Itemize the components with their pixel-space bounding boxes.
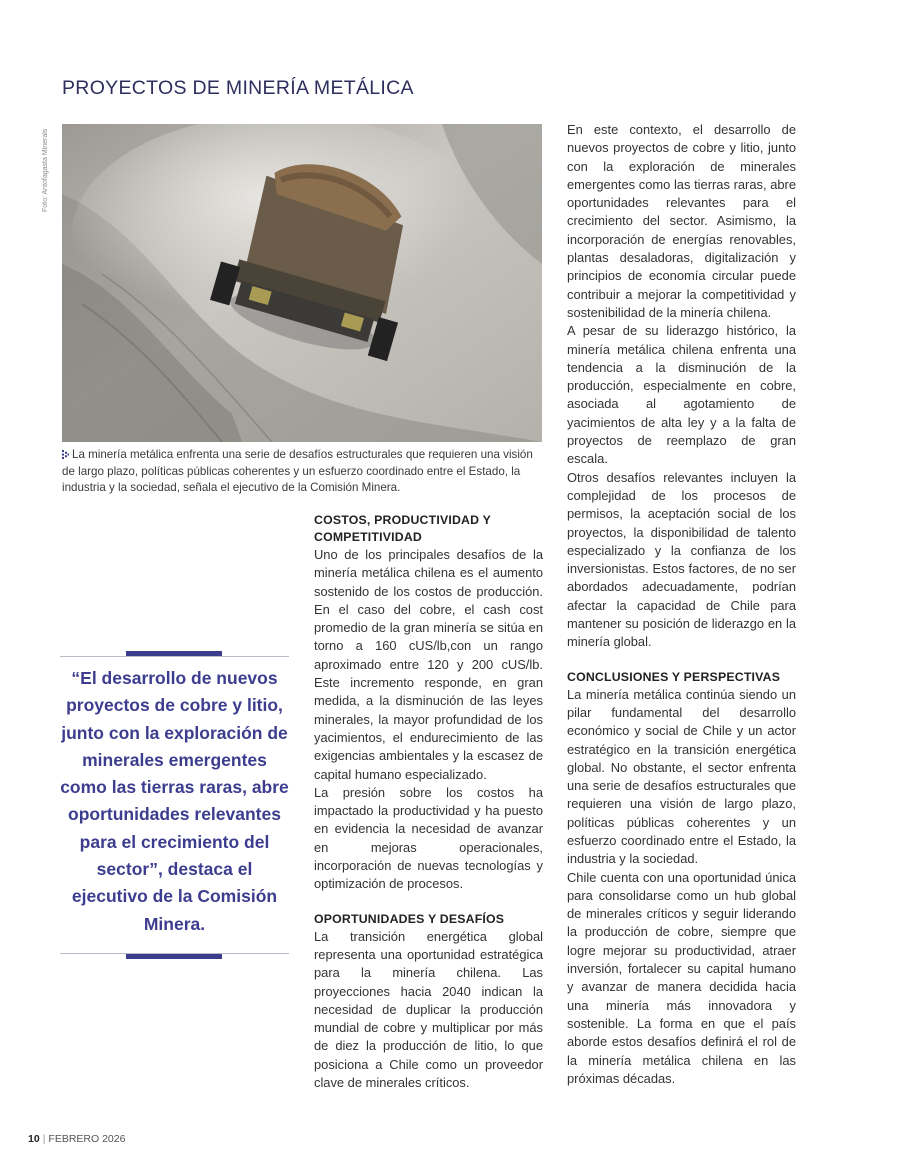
heading-oportunidades: OPORTUNIDADES Y DESAFÍOS — [314, 911, 505, 926]
paragraph: Otros desafíos relevantes incluyen la complejidad de los procesos de permisos, la aceptación social de los proyectos, la disponibilidad de talento especializado y la confianza de los inversionistas. Estos factores, de no ser abordados adecuadamente, podrían afectar la capacidad de Chile para mantener su posición de liderazgo en la minería global. — [567, 469, 796, 650]
footer-separator: | — [42, 1133, 46, 1145]
heading-conclusiones: CONCLUSIONES Y PERSPECTIVAS — [567, 669, 781, 684]
paragraph: La minería metálica continúa siendo un pilar fundamental del desarrollo económico y social de Chile y un actor estratégico en la transición energética global. No obstante, el sector enfrenta una serie de desafíos estructurales que requieren una visión de largo plazo, políticas públicas coherentes y un esfuerzo coordinado entre el Estado, la industria y la sociedad. — [567, 686, 796, 867]
caption-text: La minería metálica enfrenta una serie de desafíos estructurales que requieren una visión de largo plazo, políticas públicas coherentes y un esfuerzo coordinado entre el Estado, la industria y la sociedad, señala el ejecutivo de la Comisión Minera. — [62, 448, 533, 495]
bullet-squares-icon — [62, 450, 69, 459]
photo-caption — [62, 447, 544, 497]
paragraph: La presión sobre los costos ha impactado la productividad y ha puesto en evidencia la necesidad de avanzar en mejoras operacionales, incorporación de nuevas tecnologías y optimización de procesos. — [314, 784, 543, 892]
haul-truck-photo — [62, 124, 542, 442]
photo-credit: Foto: Antofagasta Minerals — [42, 128, 49, 212]
pull-quote — [60, 651, 289, 961]
page-number: 10 — [28, 1133, 40, 1145]
paragraph: En este contexto, el desarrollo de nuevos proyectos de cobre y litio, junto con la exploración de minerales emergentes como las tierras raras, abre oportunidades relevantes para el crecimiento del sector. Asimismo, la incorporación de energías renovables, plantas desaladoras, digitalización y principios de economía circular puede contribuir a mejorar la competitividad y sostenibilidad de la minería chilena. — [567, 122, 796, 320]
paragraph: La transición energética global representa una oportunidad estratégica para la minería chilena. Las proyecciones hacia 2040 indican la necesidad de duplicar la producción mundial de cobre y multiplicar por más de diez la producción de litio, lo que posiciona a Chile como un proveedor clave de minerales críticos. — [314, 928, 543, 1091]
article-column-middle — [314, 512, 543, 1092]
paragraph: A pesar de su liderazgo histórico, la minería metálica chilena enfrenta una tendencia a la disminución de la producción, especialmente en cobre, asociada al agotamiento de yacimientos de alta ley y a la falta de proyectos de reemplazo de gran escala. — [567, 323, 796, 467]
paragraph: Uno de los principales desafíos de la minería metálica chilena es el aumento sostenido de los costos de producción. En el caso del cobre, el cash cost promedio de la gran minería se sitúa en torno a 160 cUS/lb,con un rango aproximado entre 120 y 200 cUS/lb. Este incremento responde, en gran medida, a la disminución de las leyes minerales, la mayor profundidad de los yacimientos, el endurecimiento de las exigencias ambientales y la escasez de capital humano especializado. — [314, 547, 543, 782]
quote-text: “El desarrollo de nuevos proyectos de cobre y litio, junto con la exploración de minerales emergentes como las tierras raras, abre oportunidades relevantes para el crecimiento del sector”, destaca el ejecutivo de la Comisión Minera. — [60, 668, 289, 934]
section-title: PROYECTOS DE MINERÍA METÁLICA — [62, 77, 414, 100]
issue-date: FEBRERO 2026 — [48, 1133, 126, 1145]
heading-costos: COSTOS, PRODUCTIVIDAD Y COMPETITIVIDAD — [314, 513, 491, 544]
quote-top-rule — [60, 656, 289, 657]
page-footer — [28, 1133, 125, 1145]
article-column-right — [567, 121, 796, 1088]
paragraph: Chile cuenta con una oportunidad única para consolidarse como un hub global de minerales críticos y seguir liderando la producción de cobre, siempre que logre mejorar su productividad, atraer inversión, fortalecer su capital humano y avanzar de manera decidida hacia una minería más innovadora y sostenible. La forma en que el país aborde estos desafíos definirá el rol de la minería metálica chilena en las próximas décadas. — [567, 869, 796, 1086]
quote-bottom-bar — [126, 954, 222, 959]
